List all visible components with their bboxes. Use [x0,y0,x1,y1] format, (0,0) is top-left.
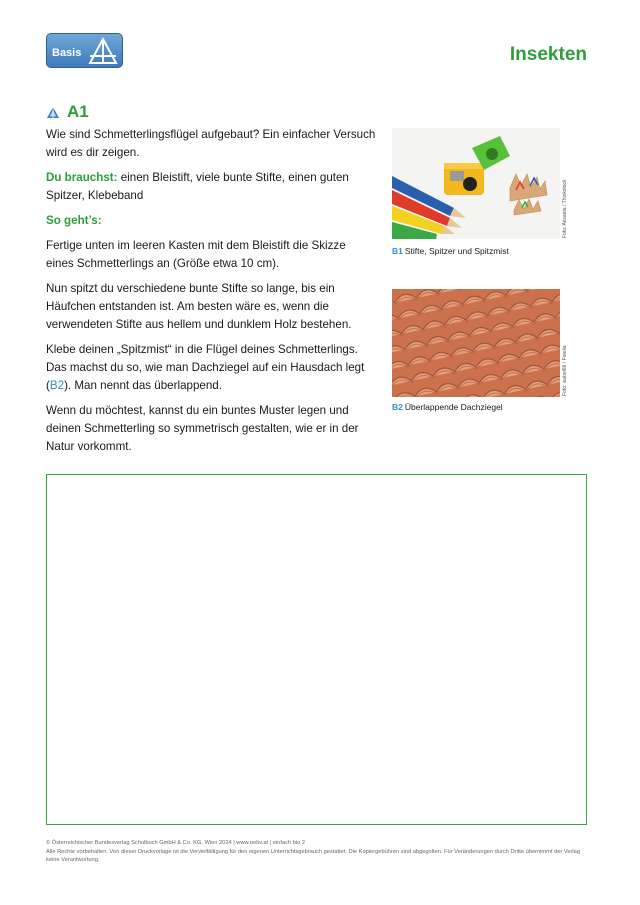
step-3 [46,341,376,395]
logo-text: Basis [52,47,82,59]
caption-b1-text: Stifte, Spitzer und Spitzmist [404,246,509,256]
basis-logo [46,33,123,68]
step-4: Wenn du möchtest, kannst du ein buntes Muster legen und deinen Schmetterling so symmetrisch gestalten, wie er in der Natur vorkommt. [46,404,359,453]
footer-copyright: © Österreichischer Bundesverlag Schulbuch GmbH & Co. KG, Wien 2024 | www.oebv.at | einfach bio 2 [46,840,305,846]
level-triangle-icon [46,106,60,119]
footer-rights: Alle Rechte vorbehalten. Von dieser Druckvorlage ist die Vervielfältigung für den eigenen Unterrichtsgebrauch gestattet. Die Kopiergebühren sind abgegolten. Für Veränderungen durch Dritte übernimmt der Verlag keine Verantwortung. [46,848,580,864]
step-1: Fertige unten im leeren Kasten mit dem Bleistift die Skizze eines Schmetterlings an (Größe etwa 10 cm). [46,239,346,270]
drawing-box [46,474,587,825]
caption-b1-number: B1 [392,246,403,256]
materials-label: Du brauchst: [46,171,118,184]
pencils-illustration [392,128,560,239]
step-3-text-b: ). Man nennt das überlappend. [64,379,222,392]
caption-b2 [392,402,503,412]
triangle-logo-icon [88,37,118,65]
task-id: A1 [67,102,89,121]
task-text [46,126,376,463]
caption-b2-text: Überlappende Dachziegel [404,402,503,412]
howto-label: So geht’s: [46,214,102,227]
step-3-text-a: Klebe deinen „Spitzmist“ in die Flügel deines Schmetterlings. Das machst du so, wie man Dachziegel auf ein Hausdach legt ( [46,343,365,392]
footer [46,839,586,865]
photo-roof-tiles [392,289,560,397]
page-title: Insekten [509,44,587,65]
photo-credit-b2: Foto: isabel66 / Fotolia [562,345,568,396]
figure-ref-b2: B2 [49,379,65,392]
caption-b2-number: B2 [392,402,403,412]
photo-pencils [392,128,560,239]
step-2: Nun spitzt du verschiedene bunte Stifte so lange, bis ein Häufchen entstanden ist. Am besten wäre es, wenn die verwendeten Stifte aus hellem und dunklem Holz bestehen. [46,282,352,331]
task-heading [46,102,89,122]
caption-b1 [392,246,509,256]
photo-credit-b1: Foto: Aksaeta / Thinkstock [562,179,568,238]
roof-tiles-illustration [392,289,560,397]
intro-paragraph: Wie sind Schmetterlingsflügel aufgebaut? Ein einfacher Versuch wird es dir zeigen. [46,128,376,159]
materials-text: einen Bleistift, viele bunte Stifte, einen guten Spitzer, Klebeband [46,171,349,202]
materials-paragraph [46,169,376,205]
